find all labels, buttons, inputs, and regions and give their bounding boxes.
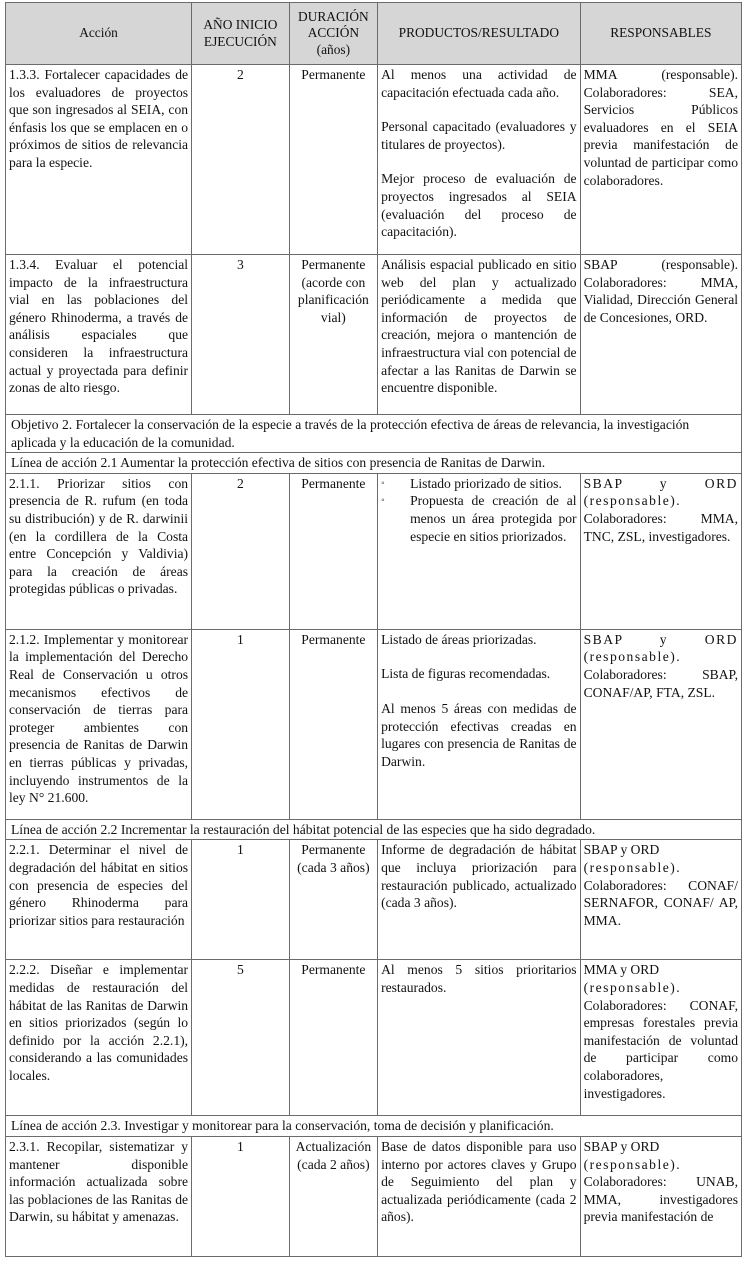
cell-duracion: Actualización (cada 2 años) (289, 1136, 377, 1256)
resp-main: (responsable). (583, 1156, 682, 1172)
product-item: Mejor proceso de evaluación de proyectos ingresados al SEIA (evaluación del proceso de capacitación). (381, 171, 577, 240)
action-line-2-1: Línea de acción 2.1 Aumentar la protección efectiva de sitios con presencia de Ranitas de Darwin. (6, 453, 742, 474)
header-duracion: DURACIÓN ACCIÓN (años) (289, 3, 377, 65)
table-row (6, 65, 742, 255)
resp-collaborators: Colaboradores: CONAF, empresas forestales previa manifestación de voluntad de participar como colaboradores, investigadores. (583, 997, 738, 1101)
table-row (6, 1136, 742, 1256)
cell-productos: Base de datos disponible para uso interno por actores claves y Grupo de Seguimiento del plan y actualizada periódicamente (cada 2 años). (378, 1136, 581, 1256)
action-line-row (6, 453, 742, 474)
product-item: Al menos 5 áreas con medidas de protección efectivas creadas en lugares con presencia de Ranitas de Darwin. (381, 700, 577, 769)
table-header-row (6, 3, 742, 65)
action-line-2-3: Línea de acción 2.3. Investigar y monitorear para la conservación, toma de decisión y planificación. (6, 1116, 742, 1137)
resp-collaborators: Colaboradores: UNAB, MMA, investigadores previa manifestación de (583, 1174, 738, 1225)
header-accion: Acción (6, 3, 192, 65)
resp-first: SBAP y ORD (583, 1138, 660, 1154)
cell-productos: Informe de degradación de hábitat que incluya priorización para restauración publicado, actualizado (cada 3 años). (378, 840, 581, 960)
cell-anio: 1 (192, 840, 290, 960)
product-item: Al menos una actividad de capacitación efectuada cada año. (381, 67, 577, 100)
cell-duracion: Permanente (cada 3 años) (289, 840, 377, 960)
cell-responsables (580, 840, 741, 960)
resp-main: SBAP y ORD (responsable). (583, 631, 738, 665)
cell-anio: 1 (192, 629, 290, 819)
resp-first: MMA y ORD (583, 962, 660, 978)
cell-productos (378, 629, 581, 819)
table-row (6, 840, 742, 960)
cell-anio: 3 (192, 255, 290, 415)
action-plan-table (5, 2, 742, 1257)
header-anio: AÑO INICIO EJECUCIÓN (192, 3, 290, 65)
cell-duracion: Permanente (acorde con planificación vial) (289, 255, 377, 415)
product-list (381, 475, 577, 545)
cell-duracion: Permanente (289, 629, 377, 819)
list-item (381, 492, 577, 545)
cell-anio: 1 (192, 1136, 290, 1256)
action-line-row (6, 1116, 742, 1137)
bullet-icon: ◦ (381, 477, 385, 489)
bullet-icon: ◦ (381, 495, 385, 507)
cell-accion: 2.2.2. Diseñar e implementar medidas de restauración del hábitat de las Ranitas de Darwin en sitios priorizados (según lo definido por la acción 2.2.1), considerando a las comunidades locales. (6, 960, 192, 1116)
cell-anio: 5 (192, 960, 290, 1116)
cell-responsables (580, 473, 741, 629)
cell-accion: 1.3.4. Evaluar el potencial impacto de la infraestructura vial en las poblaciones del género Rhinoderma, a través de análisis espaciales que consideren la infraestructura actual y proyectada para definir zonas de alto riesgo. (6, 255, 192, 415)
cell-responsables (580, 629, 741, 819)
product-item: Lista de figuras recomendadas. (381, 666, 551, 682)
action-line-2-2: Línea de acción 2.2 Incrementar la restauración del hábitat potencial de las especies que ha sido degradado. (6, 819, 742, 840)
header-responsables: RESPONSABLES (580, 3, 741, 65)
cell-productos (378, 473, 581, 629)
cell-accion: 2.1.1. Priorizar sitios con presencia de R. rufum (en toda su distribución) y de R. darwinii (en la cordillera de la Costa entre Concepción y Valdivia) para la creación de áreas protegidas públicas o privadas. (6, 473, 192, 629)
cell-accion: 2.1.2. Implementar y monitorear la implementación del Derecho Real de Conservación u otros mecanismos efectivos de conservación de tierras para proteger ambientes con presencia de Ranitas de Darwin en tierras públicas y privadas, incluyendo instrumentos de la ley N° 21.600. (6, 629, 192, 819)
cell-anio: 2 (192, 473, 290, 629)
cell-anio: 2 (192, 65, 290, 255)
cell-duracion: Permanente (289, 960, 377, 1116)
cell-accion: 2.3.1. Recopilar, sistematizar y mantener disponible información actualizada sobre las poblaciones de las Ranitas de Darwin, su hábitat y amenazas. (6, 1136, 192, 1256)
resp-main: SBAP y ORD (responsable). (583, 475, 738, 509)
cell-accion: 1.3.3. Fortalecer capacidades de los evaluadores de proyectos que son ingresados al SEIA, con énfasis los que se emplacen en o próximos de sitios de relevancia para la especie. (6, 65, 192, 255)
cell-duracion: Permanente (289, 473, 377, 629)
resp-collaborators: Colaboradores: CONAF/ SERNAFOR, CONAF/ AP, MMA. (583, 877, 738, 928)
objective-row (6, 415, 742, 453)
cell-productos: Análisis espacial publicado en sitio web del plan y actualizado periódicamente a medida que información de proyectos de creación, mejora o mantención de infraestructura vial con potencial de afectar a las Ranitas de Darwin se encuentre disponible. (378, 255, 581, 415)
cell-responsables: MMA (responsable). Colaboradores: SEA, Servicios Públicos evaluadores en el SEIA previa manifestación de voluntad de participar como colaboradores. (580, 65, 741, 255)
objective-2: Objetivo 2. Fortalecer la conservación de la especie a través de la protección efectiva de áreas de relevancia, la investigación aplicada y la educación de la comunidad. (6, 415, 742, 453)
resp-collaborators: Colaboradores: SBAP, CONAF/AP, FTA, ZSL. (583, 666, 738, 700)
header-productos: PRODUCTOS/RESULTADO (378, 3, 581, 65)
table-row (6, 473, 742, 629)
product-item: Personal capacitado (evaluadores y titulares de proyectos). (381, 119, 577, 152)
action-line-row (6, 819, 742, 840)
cell-responsables (580, 1136, 741, 1256)
table-row (6, 960, 742, 1116)
product-item: Listado priorizado de sitios. (410, 475, 562, 491)
resp-main: (responsable). (583, 979, 682, 995)
product-item: Propuesta de creación de al menos un área protegida por especie en sitios priorizados. (410, 493, 577, 544)
product-item: Listado de áreas priorizadas. (381, 631, 537, 647)
table-row (6, 629, 742, 819)
cell-productos: Al menos 5 sitios prioritarios restaurados. (378, 960, 581, 1116)
cell-responsables (580, 960, 741, 1116)
resp-main: (responsable). (583, 859, 682, 875)
resp-first: SBAP y ORD (583, 842, 660, 858)
resp-collaborators: Colaboradores: MMA, TNC, ZSL, investigadores. (583, 510, 738, 544)
cell-accion: 2.2.1. Determinar el nivel de degradación del hábitat en sitios con presencia de especies del género Rhinoderma para priorizar sitios para restauración (6, 840, 192, 960)
cell-responsables: SBAP (responsable). Colaboradores: MMA, Vialidad, Dirección General de Concesiones, ORD. (580, 255, 741, 415)
list-item (381, 475, 577, 493)
cell-duracion: Permanente (289, 65, 377, 255)
table-row (6, 255, 742, 415)
cell-productos (378, 65, 581, 255)
